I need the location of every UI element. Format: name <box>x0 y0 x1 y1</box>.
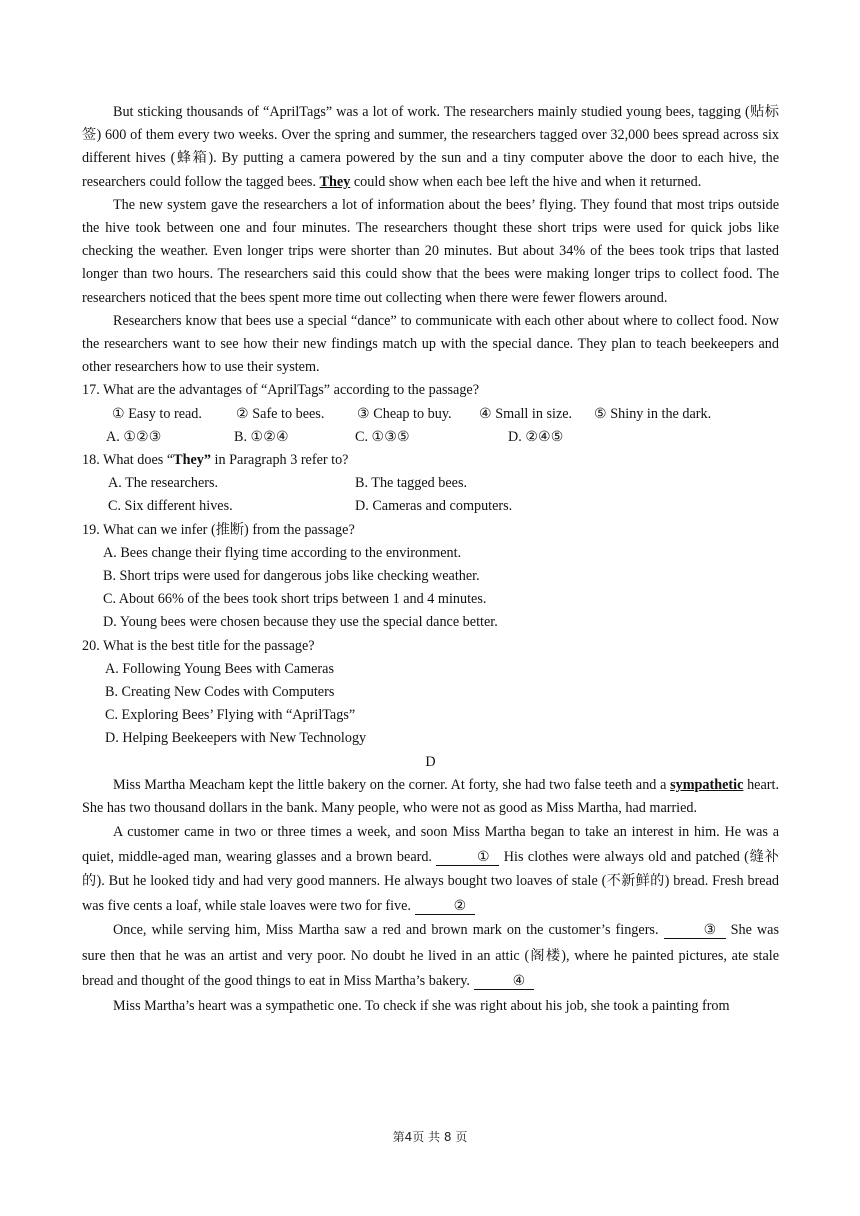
q19-option-d: D. Young bees were chosen because they use the special dance better. <box>103 614 498 631</box>
q17-option-d: D. ②④⑤ <box>508 428 564 445</box>
question-18-options-row-1 <box>82 472 779 495</box>
exam-page <box>82 101 779 1018</box>
q17-option-c: C. ①③⑤ <box>355 428 410 445</box>
blank-4: ④ <box>474 973 534 990</box>
q17-option-b: B. ①②④ <box>234 428 289 445</box>
q19-option-a: A. Bees change their flying time according to the environment. <box>103 544 462 561</box>
question-17-options <box>82 426 779 449</box>
passage-d-paragraph-4: Miss Martha’s heart was a sympathetic one. To check if she was right about his job, she took a painting from <box>113 997 730 1014</box>
q19-option-b: B. Short trips were used for dangerous jobs like checking weather. <box>103 568 480 585</box>
question-17-items <box>82 403 779 426</box>
blank-1: ① <box>436 849 499 866</box>
q17-item-5: ⑤ Shiny in the dark. <box>594 405 712 422</box>
question-18-options-row-2 <box>82 495 779 518</box>
q20-option-b: B. Creating New Codes with Computers <box>105 684 335 701</box>
question-19-stem: 19. What can we infer (推断) from the passage? <box>82 521 355 538</box>
q20-option-d: D. Helping Beekeepers with New Technology <box>105 730 367 747</box>
question-17-stem: 17. What are the advantages of “AprilTags” according to the passage? <box>82 382 480 399</box>
q20-option-a: A. Following Young Bees with Cameras <box>105 660 334 677</box>
blank-2: ② <box>415 898 475 915</box>
question-19-options <box>82 542 779 635</box>
passage-d-paragraph-3: Once, while serving him, Miss Martha saw a red and brown mark on the customer’s fingers. ③ She was sure then that he was an artist and very poor. No doubt he lived in an attic (阁楼), where he painted pictures, ate stale bread and thought of the good things to eat in Miss Martha’s bakery. ④ <box>82 922 779 990</box>
passage-c-paragraph-2: The new system gave the researchers a lot of information about the bees’ flying. They found that most trips outside the hive took between one and four minutes. The researchers thought these short trips were used for quick jobs like checking the weather. Even longer trips were shorter than 20 minutes. But about 34% of the bees took trips that lasted longer than two hours. The researchers said this could show that the bees were making longer trips to collect food. The researchers noticed that the bees spent more time out collecting when there were fewer flowers around. <box>82 196 779 306</box>
question-20-options <box>82 658 779 751</box>
passage-d-paragraph-2: A customer came in two or three times a week, and soon Miss Martha began to take an interest in him. He was a quiet, middle-aged man, wearing glasses and a brown beard. ① His clothes were always old and patched (缝补的). But he looked tidy and had very good manners. He always bought two loaves of stale (不新鲜的) bread. Fresh bread was five cents a loaf, while stale loaves were two for five. ② <box>82 824 779 914</box>
question-20-stem: 20. What is the best title for the passage? <box>82 637 315 654</box>
blank-3: ③ <box>664 922 726 939</box>
q17-option-a: A. ①②③ <box>106 428 162 445</box>
passage-d-paragraph-1: Miss Martha Meacham kept the little bakery on the corner. At forty, she had two false teeth and a sympathetic heart. She has two thousand dollars in the bank. Many people, who were not as good as Miss Martha, had married. <box>82 776 779 817</box>
page-footer: 第4页 共 8 页 <box>392 1130 468 1144</box>
q18-option-a: A. The researchers. <box>108 475 219 492</box>
q18-option-b: B. The tagged bees. <box>355 475 468 492</box>
q19-option-c: C. About 66% of the bees took short trips between 1 and 4 minutes. <box>103 591 487 608</box>
q17-item-4: ④ Small in size. <box>479 405 573 422</box>
passage-c-paragraph-3: Researchers know that bees use a special “dance” to communicate with each other about where to collect food. Now the researchers want to see how their new findings match up with the special dance. They plan to teach beekeepers and other researchers how to use their system. <box>82 312 779 376</box>
q20-option-c: C. Exploring Bees’ Flying with “AprilTags” <box>105 707 356 724</box>
passage-c-paragraph-1: But sticking thousands of “AprilTags” was a lot of work. The researchers mainly studied young bees, tagging (贴标签) 600 of them every two weeks. Over the spring and summer, the researchers tagged over 32,000 bees spread across six different hives (蜂箱). By putting a camera powered by the sun and a tiny computer above the door to each hive, the researchers could follow the tagged bees. They could show when each bee left the hive and when it returned. <box>82 104 779 190</box>
q18-option-d: D. Cameras and computers. <box>355 498 513 515</box>
question-18-stem: 18. What does “They” in Paragraph 3 refer to? <box>82 452 349 469</box>
q17-item-2: ② Safe to bees. <box>236 405 325 422</box>
q17-item-1: ① Easy to read. <box>112 405 202 422</box>
q18-option-c: C. Six different hives. <box>108 498 233 515</box>
underlined-word-they: They <box>319 173 351 190</box>
passage-d-title: D <box>425 753 436 770</box>
underlined-word-sympathetic: sympathetic <box>670 776 744 793</box>
q17-item-3: ③ Cheap to buy. <box>357 405 452 422</box>
